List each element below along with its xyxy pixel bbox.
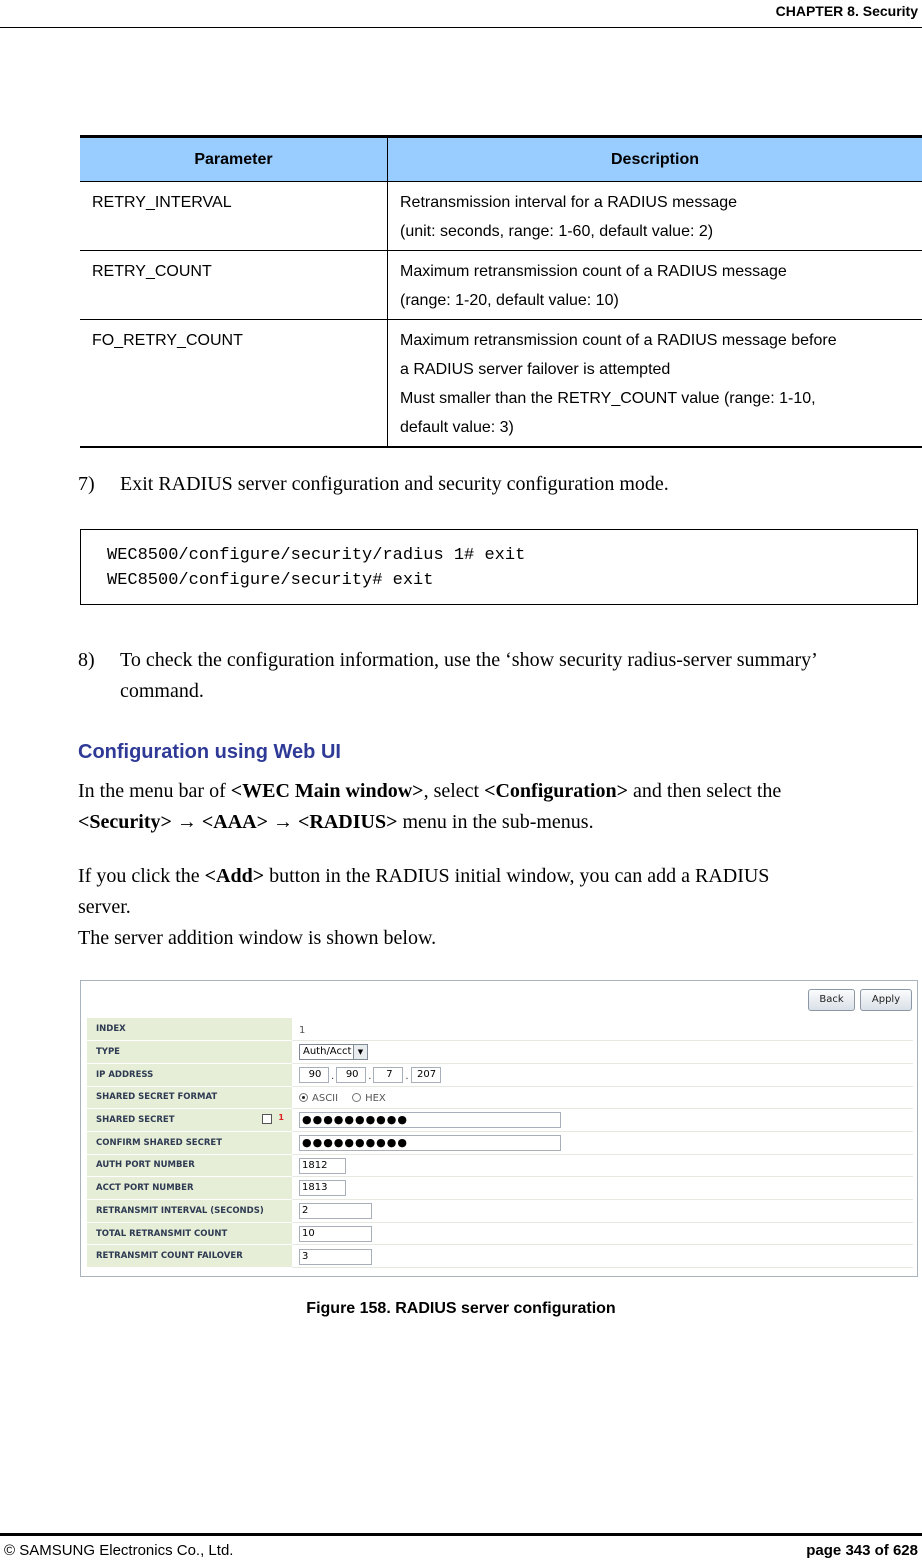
text: In the menu bar of (78, 780, 231, 802)
field-label: TOTAL RETRANSMIT COUNT (87, 1222, 292, 1245)
hex-label: HEX (365, 1093, 386, 1105)
field-label: TYPE (87, 1041, 292, 1064)
total-retransmit-input[interactable]: 10 (299, 1226, 372, 1242)
field-value-cell (292, 1154, 913, 1177)
form-row-shared-secret (87, 1109, 913, 1132)
table-row (80, 182, 922, 251)
field-value-cell (292, 1086, 913, 1109)
acct-port-input[interactable]: 1813 (299, 1180, 346, 1196)
field-label: SHARED SECRET FORMAT (87, 1086, 292, 1109)
retransmit-failover-input[interactable]: 3 (299, 1249, 372, 1265)
code-line: WEC8500/configure/security/radius 1# exit (107, 546, 526, 565)
description-line: Maximum retransmission count of a RADIUS message before (400, 332, 837, 349)
column-header-parameter: Parameter (80, 137, 388, 182)
description-line: Retransmission interval for a RADIUS message (400, 194, 738, 211)
text: button in the RADIUS initial window, you can add a RADIUS (264, 865, 770, 887)
ip-separator: . (331, 1070, 335, 1082)
ip-separator: . (368, 1070, 372, 1082)
step-text-line2: command. (120, 680, 204, 702)
bold-text: <Security> (78, 811, 172, 833)
step-text: Exit RADIUS server configuration and security configuration mode. (120, 473, 669, 495)
param-name: FO_RETRY_COUNT (80, 320, 388, 448)
shared-secret-label: SHARED SECRET (96, 1115, 175, 1126)
text: server. (78, 896, 131, 918)
description-line: Must smaller than the RETRY_COUNT value (range: 1-10, (400, 390, 816, 407)
param-description (388, 320, 922, 448)
table-row (80, 320, 922, 448)
ip-octet-1-input[interactable]: 90 (299, 1067, 329, 1083)
field-value-cell (292, 1041, 913, 1064)
field-value-cell (292, 1222, 913, 1245)
ip-octet-3-input[interactable]: 7 (373, 1067, 403, 1083)
radius-form (87, 1018, 913, 1268)
apply-button[interactable]: Apply (860, 989, 912, 1011)
form-row-secret-format (87, 1086, 913, 1109)
field-label: AUTH PORT NUMBER (87, 1154, 292, 1177)
field-value-cell (292, 1131, 913, 1154)
chevron-down-icon: ▼ (353, 1045, 367, 1059)
text: The server addition window is shown below. (78, 927, 437, 949)
ip-separator: . (405, 1070, 409, 1082)
field-label (87, 1109, 292, 1132)
step-text-line1: To check the configuration information, use the ‘show security radius-server summary’ (120, 649, 818, 671)
param-description (388, 251, 922, 320)
description-line: (unit: seconds, range: 1-60, default value: 2) (400, 223, 714, 240)
field-label: IP ADDRESS (87, 1063, 292, 1086)
text: If you click the (78, 865, 205, 887)
column-header-description: Description (388, 137, 922, 182)
hex-radio[interactable] (352, 1093, 361, 1102)
arrow-glyph: → (171, 811, 202, 833)
bold-text: <AAA> (201, 811, 269, 833)
auth-port-input[interactable]: 1812 (299, 1158, 346, 1174)
form-row-auth-port (87, 1154, 913, 1177)
radius-config-screenshot (80, 980, 918, 1277)
ascii-radio[interactable] (299, 1093, 308, 1102)
paragraph-add-server (78, 861, 908, 954)
secret-marker: 1 (278, 1113, 284, 1123)
ip-octet-2-input[interactable]: 90 (336, 1067, 366, 1083)
field-label: RETRANSMIT COUNT FAILOVER (87, 1245, 292, 1268)
bold-text: <Add> (204, 865, 265, 887)
form-row-ip (87, 1063, 913, 1086)
param-name: RETRY_INTERVAL (80, 182, 388, 251)
form-row-type (87, 1041, 913, 1064)
back-button[interactable]: Back (808, 989, 855, 1011)
type-select-value: Auth/Acct (303, 1046, 352, 1058)
form-row-retransmit-interval (87, 1200, 913, 1223)
table-row (80, 251, 922, 320)
parameter-table (80, 135, 922, 448)
form-row-acct-port (87, 1177, 913, 1200)
ip-octet-4-input[interactable]: 207 (411, 1067, 441, 1083)
field-value-cell (292, 1018, 913, 1041)
code-block (80, 529, 918, 605)
field-label: RETRANSMIT INTERVAL (SECONDS) (87, 1200, 292, 1223)
text: , select (423, 780, 485, 802)
field-value-cell (292, 1063, 913, 1086)
step-number: 7) (78, 473, 95, 495)
step-number: 8) (78, 649, 95, 671)
form-row-index (87, 1018, 913, 1041)
form-row-confirm-secret (87, 1131, 913, 1154)
footer-copyright: © SAMSUNG Electronics Co., Ltd. (4, 1542, 234, 1559)
field-label: INDEX (87, 1018, 292, 1041)
description-line: Maximum retransmission count of a RADIUS message (400, 263, 787, 280)
description-line: a RADIUS server failover is attempted (400, 361, 671, 378)
bold-text: <RADIUS> (298, 811, 398, 833)
shared-secret-input[interactable]: ●●●●●●●●●● (299, 1112, 561, 1128)
field-label: CONFIRM SHARED SECRET (87, 1131, 292, 1154)
field-value-cell (292, 1200, 913, 1223)
form-row-total-retransmit (87, 1222, 913, 1245)
field-value-cell (292, 1245, 913, 1268)
section-heading: Configuration using Web UI (78, 741, 341, 763)
description-line: (range: 1-20, default value: 10) (400, 292, 619, 309)
step-7 (78, 473, 669, 496)
footer-rule (0, 1533, 922, 1536)
field-value-cell (292, 1109, 913, 1132)
footer-page-number: page 343 of 628 (806, 1542, 918, 1559)
paragraph-menu-path (78, 776, 908, 838)
index-value: 1 (299, 1025, 306, 1037)
field-value-cell (292, 1177, 913, 1200)
header-rule (0, 27, 922, 28)
param-name: RETRY_COUNT (80, 251, 388, 320)
description-line: default value: 3) (400, 419, 514, 436)
ascii-label: ASCII (312, 1093, 339, 1105)
confirm-secret-input[interactable]: ●●●●●●●●●● (299, 1135, 561, 1151)
text: and then select the (628, 780, 782, 802)
retransmit-interval-input[interactable]: 2 (299, 1203, 372, 1219)
bold-text: <Configuration> (484, 780, 629, 802)
panel-toolbar (81, 981, 917, 1017)
bold-text: <WEC Main window> (230, 780, 424, 802)
text: menu in the sub-menus. (397, 811, 594, 833)
code-line: WEC8500/configure/security# exit (107, 571, 434, 590)
show-secret-checkbox[interactable] (262, 1114, 272, 1124)
figure-caption: Figure 158. RADIUS server configuration (306, 1300, 616, 1317)
chapter-header: CHAPTER 8. Security (775, 3, 918, 19)
arrow-glyph: → (268, 811, 299, 833)
type-select[interactable] (299, 1044, 368, 1060)
field-label: ACCT PORT NUMBER (87, 1177, 292, 1200)
step-8 (78, 645, 818, 707)
param-description (388, 182, 922, 251)
form-row-retransmit-failover (87, 1245, 913, 1268)
